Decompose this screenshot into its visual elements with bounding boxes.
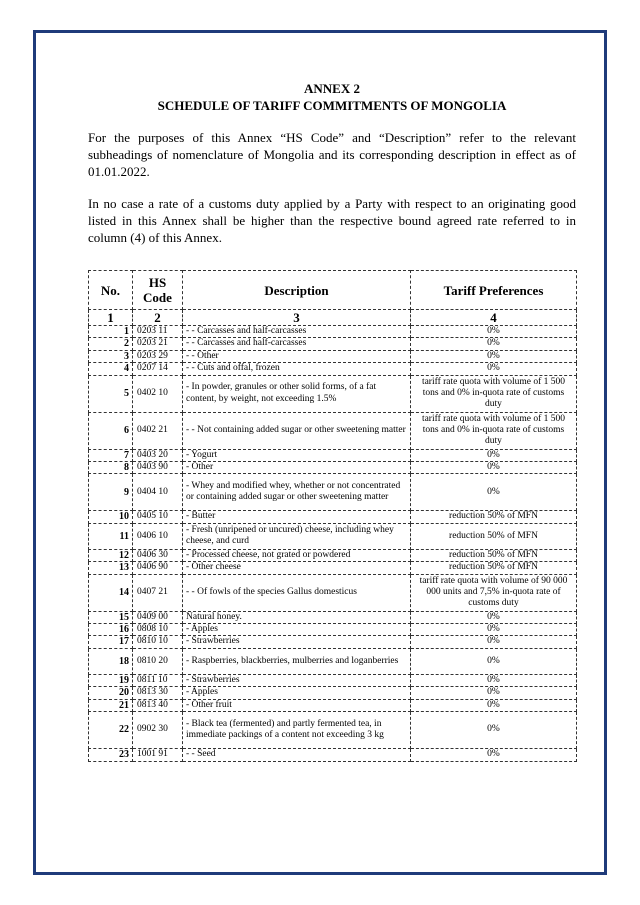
hs-code-cell: 1001 91 (133, 749, 183, 761)
table-row (89, 624, 577, 636)
tariff-preference-cell: reduction 50% of MFN (411, 562, 577, 574)
column-number: 3 (183, 310, 411, 326)
tariff-preference-cell: reduction 50% of MFN (411, 549, 577, 561)
hs-code-cell: 0203 21 (133, 338, 183, 350)
row-number: 22 (89, 712, 133, 749)
row-number: 23 (89, 749, 133, 761)
table-header-row (89, 271, 577, 310)
column-number: 1 (89, 310, 133, 326)
table-row (89, 412, 577, 449)
tariff-preference-cell: tariff rate quota with volume of 1 500 tons and 0% in-quota rate of customs duty (411, 375, 577, 412)
intro-paragraph: For the purposes of this Annex “HS Code” and “Description” refer to the relevant subheadings of nomenclature of Mongolia and its corresponding description in effect as of 01.01.2022. (88, 130, 576, 179)
hs-code-cell: 0403 20 (133, 449, 183, 461)
table-row (89, 511, 577, 523)
tariff-preference-cell: tariff rate quota with volume of 1 500 tons and 0% in-quota rate of customs duty (411, 412, 577, 449)
tariff-preference-cell: 0% (411, 611, 577, 623)
column-number: 4 (411, 310, 577, 326)
row-number: 11 (89, 523, 133, 549)
table-row (89, 462, 577, 474)
hs-code-cell: 0404 10 (133, 474, 183, 511)
tariff-preference-cell: 0% (411, 674, 577, 686)
row-number: 1 (89, 326, 133, 338)
table-row (89, 474, 577, 511)
row-number: 3 (89, 350, 133, 362)
hs-code-cell: 0406 30 (133, 549, 183, 561)
description-cell: - Black tea (fermented) and partly fermented tea, in immediate packings of a content not exceeding 3 kg (183, 712, 411, 749)
hs-code-cell: 0810 20 (133, 648, 183, 674)
hs-code-cell: 0810 10 (133, 636, 183, 648)
description-cell: - Other fruit (183, 699, 411, 711)
header-hs-code: HS Code (133, 271, 183, 310)
description-cell: - Other cheese (183, 562, 411, 574)
tariff-preference-cell: reduction 50% of MFN (411, 511, 577, 523)
document-body (88, 80, 576, 762)
hs-code-cell: 0203 29 (133, 350, 183, 362)
tariff-preference-cell: 0% (411, 636, 577, 648)
rate-paragraph: In no case a rate of a customs duty applied by a Party with respect to an originating good listed in this Annex shall be higher than the respective bound agreed rate referred to in column (4) of this Annex. (88, 196, 576, 245)
tariff-preference-cell: 0% (411, 338, 577, 350)
table-row (89, 350, 577, 362)
column-number: 2 (133, 310, 183, 326)
hs-code-cell: 0402 21 (133, 412, 183, 449)
hs-code-cell: 0811 10 (133, 674, 183, 686)
table-row (89, 674, 577, 686)
table-row (89, 749, 577, 761)
description-cell: - Apples (183, 624, 411, 636)
hs-code-cell: 0407 21 (133, 574, 183, 611)
tariff-preference-cell: 0% (411, 699, 577, 711)
row-number: 8 (89, 462, 133, 474)
table-row (89, 363, 577, 375)
hs-code-cell: 0406 90 (133, 562, 183, 574)
description-cell: - Fresh (unripened or uncured) cheese, including whey cheese, and curd (183, 523, 411, 549)
description-cell: - Strawberries (183, 674, 411, 686)
tariff-preference-cell: 0% (411, 474, 577, 511)
row-number: 14 (89, 574, 133, 611)
row-number: 4 (89, 363, 133, 375)
hs-code-cell: 0813 30 (133, 687, 183, 699)
row-number: 19 (89, 674, 133, 686)
table-row (89, 326, 577, 338)
table-row (89, 523, 577, 549)
table-row (89, 712, 577, 749)
table-row (89, 338, 577, 350)
description-cell: - - Seed (183, 749, 411, 761)
row-number: 9 (89, 474, 133, 511)
table-row (89, 375, 577, 412)
hs-code-cell: 0203 11 (133, 326, 183, 338)
table-row (89, 636, 577, 648)
row-number: 5 (89, 375, 133, 412)
table-row (89, 449, 577, 461)
table-row (89, 699, 577, 711)
tariff-preference-cell: 0% (411, 350, 577, 362)
row-number: 12 (89, 549, 133, 561)
tariff-preference-cell: 0% (411, 687, 577, 699)
tariff-preference-cell: 0% (411, 462, 577, 474)
column-number-row (89, 310, 577, 326)
header-no: No. (89, 271, 133, 310)
description-cell: - Whey and modified whey, whether or not concentrated or containing added sugar or other sweetening matter (183, 474, 411, 511)
table-row (89, 687, 577, 699)
tariff-preference-cell: 0% (411, 749, 577, 761)
description-cell: - Raspberries, blackberries, mulberries and loganberries (183, 648, 411, 674)
description-cell: - Processed cheese, not grated or powdered (183, 549, 411, 561)
hs-code-cell: 0808 10 (133, 624, 183, 636)
hs-code-cell: 0813 40 (133, 699, 183, 711)
header-tariff-preferences: Tariff Preferences (411, 271, 577, 310)
hs-code-cell: 0207 14 (133, 363, 183, 375)
tariff-preference-cell: 0% (411, 624, 577, 636)
table-row (89, 611, 577, 623)
row-number: 7 (89, 449, 133, 461)
description-cell: - - Carcasses and half-carcasses (183, 326, 411, 338)
tariff-table (88, 270, 577, 762)
description-cell: - - Of fowls of the species Gallus domesticus (183, 574, 411, 611)
description-cell: - In powder, granules or other solid forms, of a fat content, by weight, not exceeding 1.5% (183, 375, 411, 412)
hs-code-cell: 0409 00 (133, 611, 183, 623)
tariff-preference-cell: tariff rate quota with volume of 90 000 000 units and 7,5% in-quota rate of customs duty (411, 574, 577, 611)
tariff-preference-cell: 0% (411, 712, 577, 749)
table-row (89, 562, 577, 574)
row-number: 18 (89, 648, 133, 674)
table-row (89, 549, 577, 561)
row-number: 15 (89, 611, 133, 623)
header-description: Description (183, 271, 411, 310)
description-cell: - - Carcasses and half-carcasses (183, 338, 411, 350)
description-cell: - Yogurt (183, 449, 411, 461)
tariff-preference-cell: 0% (411, 648, 577, 674)
description-cell: - - Other (183, 350, 411, 362)
hs-code-cell: 0405 10 (133, 511, 183, 523)
hs-code-cell: 0406 10 (133, 523, 183, 549)
row-number: 6 (89, 412, 133, 449)
description-cell: - - Not containing added sugar or other sweetening matter (183, 412, 411, 449)
tariff-preference-cell: 0% (411, 363, 577, 375)
row-number: 21 (89, 699, 133, 711)
table-row (89, 648, 577, 674)
hs-code-cell: 0403 90 (133, 462, 183, 474)
document-title: SCHEDULE OF TARIFF COMMITMENTS OF MONGOLIA (157, 98, 507, 113)
description-cell: - Strawberries (183, 636, 411, 648)
row-number: 20 (89, 687, 133, 699)
description-cell: - Other (183, 462, 411, 474)
tariff-preference-cell: 0% (411, 449, 577, 461)
description-cell: Natural honey. (183, 611, 411, 623)
table-row (89, 574, 577, 611)
row-number: 2 (89, 338, 133, 350)
description-cell: - Butter (183, 511, 411, 523)
tariff-preference-cell: 0% (411, 326, 577, 338)
description-cell: - Apples (183, 687, 411, 699)
hs-code-cell: 0902 30 (133, 712, 183, 749)
tariff-preference-cell: reduction 50% of MFN (411, 523, 577, 549)
row-number: 13 (89, 562, 133, 574)
hs-code-cell: 0402 10 (133, 375, 183, 412)
annex-label: ANNEX 2 (304, 81, 360, 96)
row-number: 16 (89, 624, 133, 636)
row-number: 17 (89, 636, 133, 648)
description-cell: - - Cuts and offal, frozen (183, 363, 411, 375)
row-number: 10 (89, 511, 133, 523)
